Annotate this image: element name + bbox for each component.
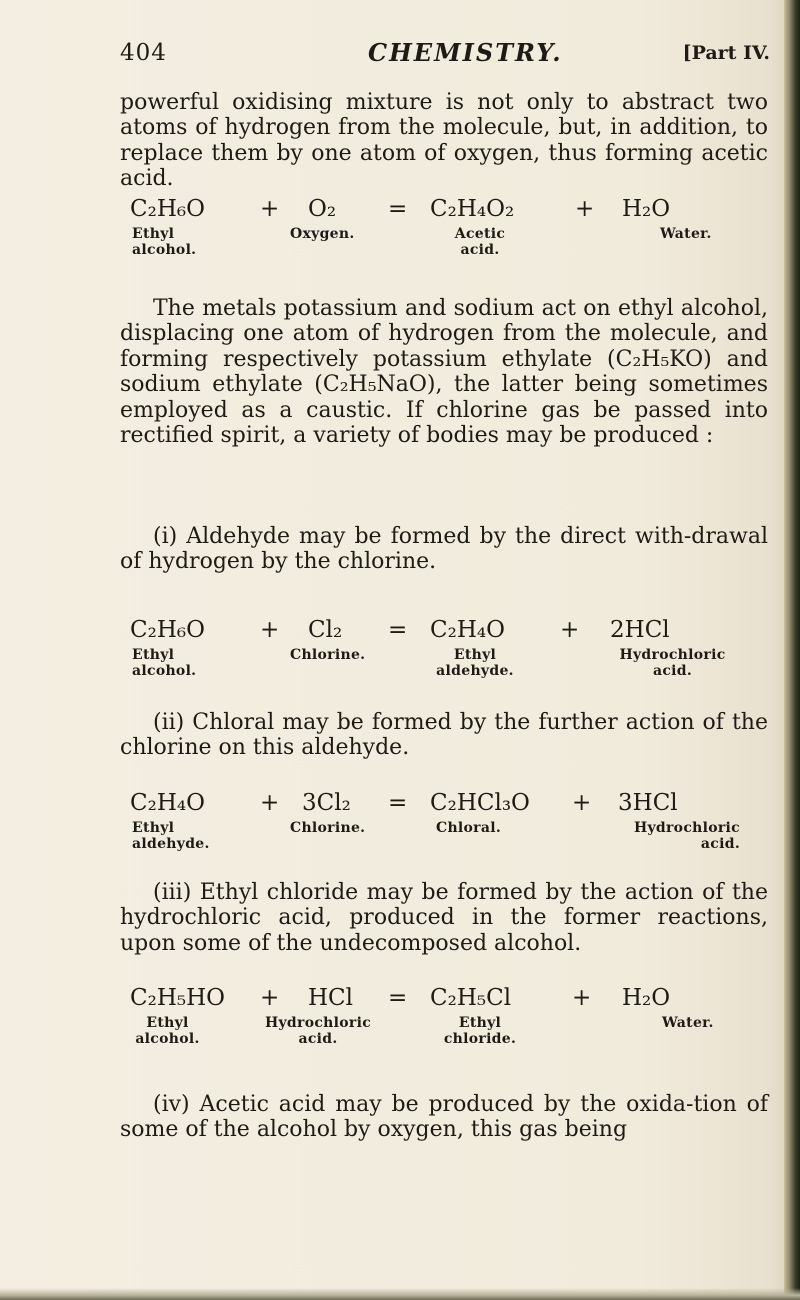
equation-aldehyde [130,617,770,697]
plus-sign: + [260,617,280,643]
equals-sign: = [388,985,408,1011]
equation-label: Ethyl alcohol. [132,226,197,258]
equation-term: C₂H₄O [130,790,205,816]
plus-sign: + [572,790,592,816]
equation-term: 2HCl [610,617,670,643]
plus-sign: + [575,196,595,222]
running-title: CHEMISTRY. [368,38,563,67]
paragraph-oxidation: powerful oxidising mixture is not only to abstract two atoms of hydrogen from the molecule, but, in addition, to replace them by one atom of oxygen, thus forming acetic acid. [120,90,768,192]
equation-label: Chloral. [436,820,502,836]
equation-chloral [130,790,770,870]
equation-label: Chlorine. [290,647,366,663]
equation-label: Hydrochloric acid. [264,1015,372,1047]
equation-label: Hydrochloric acid. [633,820,740,852]
equation-term: 3HCl [618,790,678,816]
equation-term: Cl₂ [308,617,343,643]
equation-term: C₂H₅HO [130,985,226,1011]
paragraph-aldehyde: (i) Aldehyde may be formed by the direct with-drawal of hydrogen by the chlorine. [120,524,768,575]
plus-sign: + [260,985,280,1011]
equation-term: C₂H₄O₂ [430,196,515,222]
equation-term: C₂H₆O [130,196,205,222]
equation-term: HCl [308,985,354,1011]
equation-label: Ethyl alcohol. [132,647,197,679]
equation-term: C₂HCl₃O [430,790,530,816]
equation-label: Water. [662,1015,714,1031]
plus-sign: + [560,617,580,643]
part-label: [Part IV. [682,42,770,64]
equation-ethyl-chloride [130,985,770,1065]
plus-sign: + [260,196,280,222]
equation-term: C₂H₆O [130,617,205,643]
equation-term: C₂H₄O [430,617,505,643]
equation-label: Oxygen. [290,226,355,242]
equation-label: Water. [660,226,712,242]
equation-label: Acetic acid. [454,226,506,258]
plus-sign: + [260,790,280,816]
equation-acetic-acid [130,196,770,276]
paragraph-ethyl-chloride: (iii) Ethyl chloride may be formed by the action of the hydrochloric acid, produced in the former reactions, upon some of the undecomposed alcohol. [120,880,768,956]
paragraph-metals: The metals potassium and sodium act on ethyl alcohol, displacing one atom of hydrogen from the molecule, and forming respectively potassium ethylate (C₂H₅KO) and sodium ethylate (C₂H₅NaO), the latter being sometimes employed as a caustic. If chlorine gas be passed into rectified spirit, a variety of bodies may be produced : [120,296,768,449]
book-spine-shadow [784,0,800,1300]
equation-label: Ethyl chloride. [443,1015,517,1047]
equals-sign: = [388,196,408,222]
page-bottom-edge [0,1288,800,1300]
equation-term: H₂O [622,985,671,1011]
plus-sign: + [572,985,592,1011]
paragraph-acetic-acid: (iv) Acetic acid may be produced by the oxida-tion of some of the alcohol by oxygen, this gas being [120,1092,768,1143]
equals-sign: = [388,790,408,816]
equation-label: Ethyl aldehyde. [436,647,514,679]
equation-term: H₂O [622,196,671,222]
equation-term: O₂ [308,196,337,222]
running-head [120,40,770,80]
equation-term: C₂H₅Cl [430,985,512,1011]
paragraph-chloral: (ii) Chloral may be formed by the further action of the chlorine on this aldehyde. [120,710,768,761]
equals-sign: = [388,617,408,643]
equation-term: 3Cl₂ [302,790,351,816]
equation-label: Hydrochloric acid. [619,647,726,679]
equation-label: Chlorine. [290,820,366,836]
equation-label: Ethyl alcohol. [135,1015,200,1047]
page-number: 404 [120,40,167,66]
equation-label: Ethyl aldehyde. [132,820,210,852]
